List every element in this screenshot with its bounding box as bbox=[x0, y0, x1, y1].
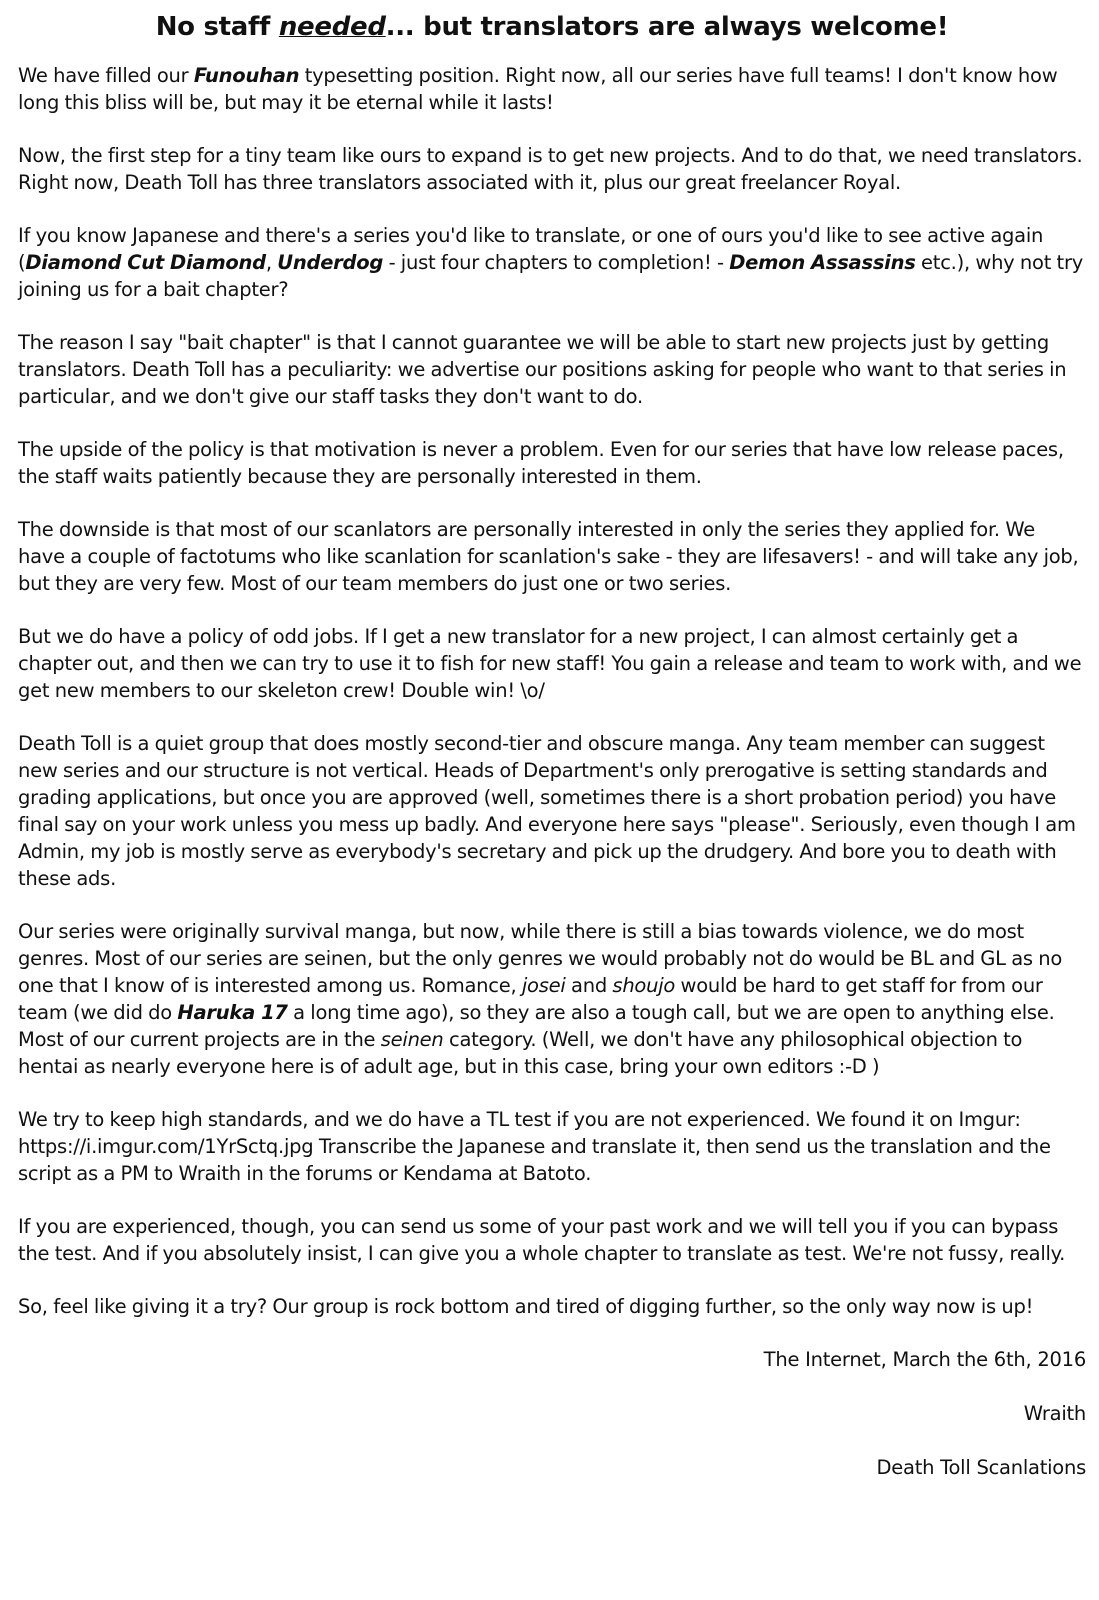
text-run: would be hard to get staff for from our team (we did do bbox=[18, 974, 1043, 1024]
series-title: Haruka 17 bbox=[177, 1001, 288, 1024]
series-title: Underdog bbox=[277, 251, 384, 274]
paragraph-3 bbox=[18, 222, 1086, 303]
notice-page bbox=[18, 0, 1086, 1508]
title-part-2: ... but translators are always welcome! bbox=[385, 12, 949, 42]
text-run: , bbox=[265, 251, 278, 274]
signature-group: Death Toll Scanlations bbox=[876, 1456, 1086, 1479]
series-title: Funouhan bbox=[193, 64, 300, 87]
text-run: If you know Japanese and there's a series you'd like to translate, or one of ours you'd like to see active again ( bbox=[18, 224, 1044, 274]
paragraph-7: But we do have a policy of odd jobs. If I get a new translator for a new project, I can almost certainly get a chapter out, and then we can try to use it to fish for new staff! You gain a release and team to work with, and we get new members to our skeleton crew! Double win! \o/ bbox=[18, 625, 1082, 702]
text-run: - just four chapters to completion! - bbox=[383, 251, 730, 274]
text-run: a long time ago), so they are also a tough call, but we are open to anything else. Most of our current projects are in the bbox=[18, 1001, 1055, 1051]
text-run: category. (Well, we don't have any philosophical objection to hentai as nearly everyone here is of adult age, but in this case, bring your own editors :-D ) bbox=[18, 1028, 1023, 1078]
paragraph-6: The downside is that most of our scanlators are personally interested in only the series they applied for. We have a couple of factotums who like scanlation for scanlation's sake - they are lifesavers! - and will take any job, but they are very few. Most of our team members do just one or two series. bbox=[18, 518, 1079, 595]
paragraph-11: If you are experienced, though, you can send us some of your past work and we will tell you if you can bypass the test. And if you absolutely insist, I can give you a whole chapter to translate as test. We're not fussy, really. bbox=[18, 1215, 1066, 1265]
text-run: and bbox=[565, 974, 613, 997]
title-part-1: No staff bbox=[155, 12, 279, 42]
series-title: Diamond Cut Diamond bbox=[25, 251, 266, 274]
paragraph-9 bbox=[18, 918, 1086, 1080]
notice-body bbox=[18, 62, 1086, 1481]
genre-term: shoujo bbox=[612, 974, 676, 997]
paragraph-5: The upside of the policy is that motivation is never a problem. Even for our series that have low release paces, the staff waits patiently because they are personally interested in them. bbox=[18, 438, 1064, 488]
series-title: Demon Assassins bbox=[729, 251, 916, 274]
paragraph-12: So, feel like giving it a try? Our group is rock bottom and tired of digging further, so the only way now is up! bbox=[18, 1295, 1034, 1318]
signature-date: The Internet, March the 6th, 2016 bbox=[763, 1348, 1086, 1371]
page-title bbox=[18, 0, 1086, 46]
genre-term: seinen bbox=[380, 1028, 444, 1051]
genre-term: josei bbox=[521, 974, 566, 997]
paragraph-4: The reason I say "bait chapter" is that I cannot guarantee we will be able to start new projects just by getting translators. Death Toll has a peculiarity: we advertise our positions asking for people who want to that series in particular, and we don't give our staff tasks they don't want to do. bbox=[18, 331, 1067, 408]
text-run: typesetting position. Right now, all our series have full teams! I don't know how long this bliss will be, but may it be eternal while it lasts! bbox=[18, 64, 1058, 114]
paragraph-1 bbox=[18, 62, 1086, 116]
signature-author: Wraith bbox=[1023, 1402, 1086, 1425]
paragraph-2: Now, the first step for a tiny team like ours to expand is to get new projects. And to do that, we need translators. Right now, Death Toll has three translators associated with it, plus our great freelancer Royal. bbox=[18, 144, 1083, 194]
text-run: We have filled our bbox=[18, 64, 194, 87]
paragraph-10: We try to keep high standards, and we do have a TL test if you are not experienced. We found it on Imgur: https://i.imgur.com/1YrSctq.jpg Transcribe the Japanese and translate it, then send us the translation and the script as a PM to Wraith in the forums or Kendama at Batoto. bbox=[18, 1108, 1051, 1185]
text-run: Our series were originally survival manga, but now, while there is still a bias towards violence, we do most genres. Most of our series are seinen, but the only genres we would probably not do would be BL and GL as no one that I know of is interested among us. Romance, bbox=[18, 920, 1063, 997]
paragraph-8: Death Toll is a quiet group that does mostly second-tier and obscure manga. Any team member can suggest new series and our structure is not vertical. Heads of Department's only prerogative is setting standards and grading applications, but once you are approved (well, sometimes there is a short probation period) you have final say on your work unless you mess up badly. And everyone here says "please". Seriously, even though I am Admin, my job is mostly serve as everybody's secretary and pick up the drudgery. And bore you to death with these ads. bbox=[18, 732, 1076, 890]
text-run: etc.), why not try joining us for a bait chapter? bbox=[18, 251, 1084, 301]
title-emphasis: needed bbox=[278, 12, 386, 42]
